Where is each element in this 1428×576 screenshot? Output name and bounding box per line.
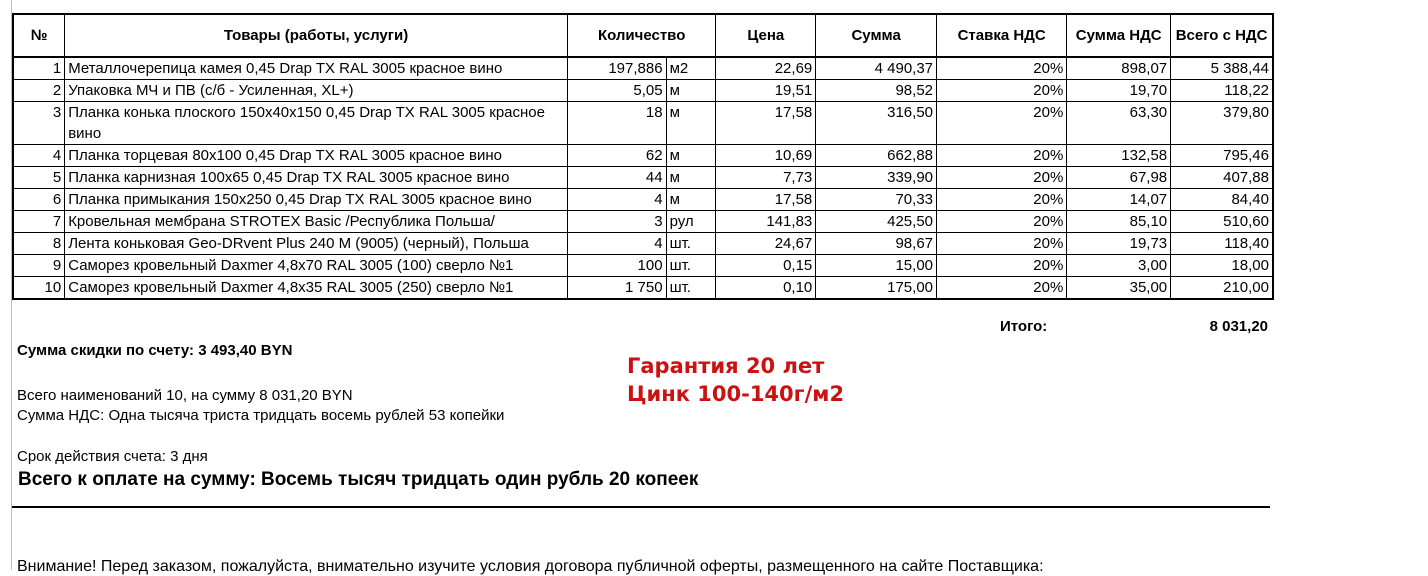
table-row — [13, 145, 1273, 167]
row-vat-sum: 3,00 — [1067, 255, 1171, 277]
row-sum: 98,67 — [816, 233, 937, 255]
row-vat-rate: 20% — [937, 211, 1067, 233]
row-vat-sum: 63,30 — [1067, 102, 1171, 145]
row-unit: рул — [666, 211, 716, 233]
header-vat-sum: Сумма НДС — [1067, 14, 1171, 57]
row-vat-rate: 20% — [937, 102, 1067, 145]
row-sum: 339,90 — [816, 167, 937, 189]
items-count-line: Всего наименований 10, на сумму 8 031,20 BYN — [17, 387, 353, 404]
row-price: 17,58 — [716, 189, 816, 211]
total-due-words: Всего к оплате на сумму: Восемь тысяч тридцать один рубль 20 копеек — [18, 469, 699, 490]
row-name: Саморез кровельный Daxmer 4,8х70 RAL 3005 (100) сверло №1 — [65, 255, 568, 277]
row-number: 4 — [13, 145, 65, 167]
row-name: Планка карнизная 100х65 0,45 Drap TX RAL 3005 красное вино — [65, 167, 568, 189]
row-number: 5 — [13, 167, 65, 189]
grand-total-label: Итого: — [1000, 318, 1048, 335]
row-unit: м — [666, 102, 716, 145]
row-total: 84,40 — [1171, 189, 1273, 211]
row-vat-sum: 132,58 — [1067, 145, 1171, 167]
table-row — [13, 277, 1273, 300]
header-vat-rate: Ставка НДС — [937, 14, 1067, 57]
table-row — [13, 233, 1273, 255]
row-vat-sum: 85,10 — [1067, 211, 1171, 233]
row-name: Металлочерепица камея 0,45 Drap TX RAL 3005 красное вино — [65, 57, 568, 80]
row-vat-rate: 20% — [937, 233, 1067, 255]
row-vat-rate: 20% — [937, 145, 1067, 167]
row-name: Планка конька плоского 150х40х150 0,45 Drap TX RAL 3005 красное вино — [65, 102, 568, 145]
row-vat-rate: 20% — [937, 189, 1067, 211]
row-name: Кровельная мембрана STROTEX Basic /Республика Польша/ — [65, 211, 568, 233]
header-total-with-vat: Всего с НДС — [1171, 14, 1273, 57]
row-qty: 44 — [567, 167, 666, 189]
row-sum: 316,50 — [816, 102, 937, 145]
row-unit: м — [666, 80, 716, 102]
row-qty: 197,886 — [567, 57, 666, 80]
row-price: 7,73 — [716, 167, 816, 189]
zinc-coating: Цинк 100-140г/м2 — [627, 382, 845, 406]
row-vat-rate: 20% — [937, 277, 1067, 300]
row-vat-rate: 20% — [937, 57, 1067, 80]
row-vat-sum: 14,07 — [1067, 189, 1171, 211]
row-qty: 4 — [567, 189, 666, 211]
row-qty: 1 750 — [567, 277, 666, 300]
table-row — [13, 167, 1273, 189]
row-unit: шт. — [666, 233, 716, 255]
header-sum: Сумма — [816, 14, 937, 57]
row-qty: 4 — [567, 233, 666, 255]
row-vat-sum: 35,00 — [1067, 277, 1171, 300]
row-total: 5 388,44 — [1171, 57, 1273, 80]
invoice-items-table — [12, 13, 1274, 300]
table-header-row — [13, 14, 1273, 57]
row-qty: 18 — [567, 102, 666, 145]
row-vat-rate: 20% — [937, 255, 1067, 277]
row-number: 3 — [13, 102, 65, 145]
row-sum: 4 490,37 — [816, 57, 937, 80]
row-price: 19,51 — [716, 80, 816, 102]
row-number: 6 — [13, 189, 65, 211]
row-price: 0,10 — [716, 277, 816, 300]
row-unit: м — [666, 145, 716, 167]
row-name: Лента коньковая Geo-DRvent Plus 240 M (9005) (черный), Польша — [65, 233, 568, 255]
row-sum: 662,88 — [816, 145, 937, 167]
row-unit: шт. — [666, 255, 716, 277]
guarantee-years: Гарантия 20 лет — [627, 354, 825, 378]
row-number: 2 — [13, 80, 65, 102]
header-price: Цена — [716, 14, 816, 57]
row-qty: 62 — [567, 145, 666, 167]
row-price: 141,83 — [716, 211, 816, 233]
table-row — [13, 189, 1273, 211]
row-unit: м — [666, 167, 716, 189]
row-vat-sum: 19,70 — [1067, 80, 1171, 102]
row-total: 795,46 — [1171, 145, 1273, 167]
table-row — [13, 102, 1273, 145]
header-goods: Товары (работы, услуги) — [65, 14, 568, 57]
row-name: Саморез кровельный Daxmer 4,8х35 RAL 3005 (250) сверло №1 — [65, 277, 568, 300]
row-qty: 3 — [567, 211, 666, 233]
row-vat-rate: 20% — [937, 167, 1067, 189]
divider — [12, 506, 1270, 508]
invoice-document — [11, 0, 1272, 575]
table-row — [13, 57, 1273, 80]
header-number: № — [13, 14, 65, 57]
row-sum: 15,00 — [816, 255, 937, 277]
row-vat-sum: 19,73 — [1067, 233, 1171, 255]
vat-amount-words: Сумма НДС: Одна тысяча триста тридцать восемь рублей 53 копейки — [17, 407, 505, 424]
row-total: 407,88 — [1171, 167, 1273, 189]
row-sum: 425,50 — [816, 211, 937, 233]
row-number: 9 — [13, 255, 65, 277]
row-price: 10,69 — [716, 145, 816, 167]
row-sum: 175,00 — [816, 277, 937, 300]
row-unit: м — [666, 189, 716, 211]
table-row — [13, 80, 1273, 102]
row-vat-sum: 898,07 — [1067, 57, 1171, 80]
row-total: 510,60 — [1171, 211, 1273, 233]
offer-warning: Внимание! Перед заказом, пожалуйста, внимательно изучите условия договора публичной оферты, размещенного на сайте Поставщика: — [17, 558, 1044, 575]
row-number: 8 — [13, 233, 65, 255]
row-total: 18,00 — [1171, 255, 1273, 277]
row-vat-sum: 67,98 — [1067, 167, 1171, 189]
row-qty: 5,05 — [567, 80, 666, 102]
grand-total-value: 8 031,20 — [1209, 318, 1268, 335]
row-number: 10 — [13, 277, 65, 300]
row-unit: шт. — [666, 277, 716, 300]
row-total: 379,80 — [1171, 102, 1273, 145]
row-unit: м2 — [666, 57, 716, 80]
row-price: 0,15 — [716, 255, 816, 277]
row-number: 7 — [13, 211, 65, 233]
row-number: 1 — [13, 57, 65, 80]
table-row — [13, 255, 1273, 277]
guarantee-note — [627, 352, 844, 408]
table-row — [13, 211, 1273, 233]
row-sum: 70,33 — [816, 189, 937, 211]
row-qty: 100 — [567, 255, 666, 277]
row-name: Планка примыкания 150х250 0,45 Drap TX RAL 3005 красное вино — [65, 189, 568, 211]
row-price: 22,69 — [716, 57, 816, 80]
row-price: 17,58 — [716, 102, 816, 145]
row-name: Упаковка МЧ и ПВ (с/б - Усиленная, XL+) — [65, 80, 568, 102]
row-sum: 98,52 — [816, 80, 937, 102]
header-quantity: Количество — [567, 14, 715, 57]
row-vat-rate: 20% — [937, 80, 1067, 102]
discount-summary: Сумма скидки по счету: 3 493,40 BYN — [17, 342, 293, 359]
invoice-validity: Срок действия счета: 3 дня — [17, 448, 208, 465]
row-total: 210,00 — [1171, 277, 1273, 300]
row-total: 118,40 — [1171, 233, 1273, 255]
row-total: 118,22 — [1171, 80, 1273, 102]
row-price: 24,67 — [716, 233, 816, 255]
row-name: Планка торцевая 80х100 0,45 Drap TX RAL 3005 красное вино — [65, 145, 568, 167]
